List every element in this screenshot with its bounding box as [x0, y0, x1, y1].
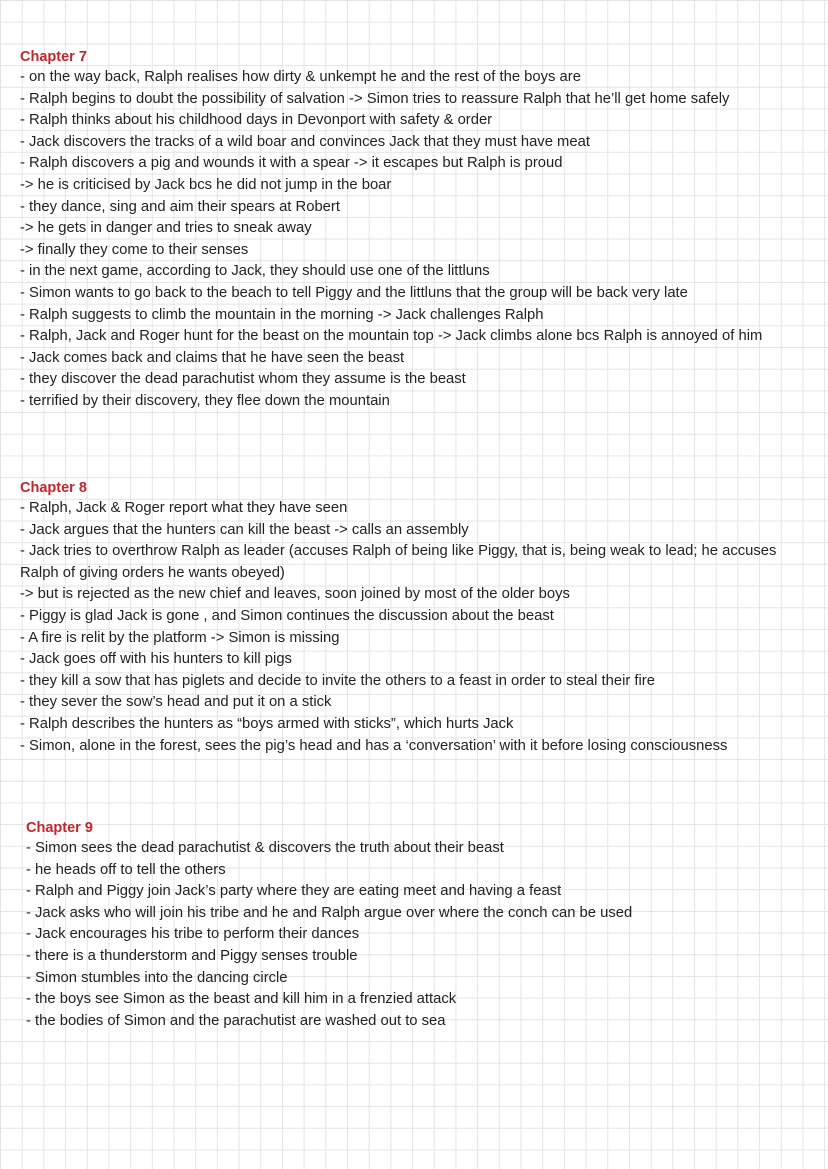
note-line: - Ralph suggests to climb the mountain in the morning -> Jack challenges Ralph — [20, 306, 544, 323]
note-line: - they sever the sow’s head and put it on a stick — [20, 694, 332, 711]
note-line: -> he is criticised by Jack bcs he did not jump in the boar — [20, 176, 392, 193]
note-line: - in the next game, according to Jack, they should use one of the littluns — [20, 263, 490, 280]
note-line: - Jack comes back and claims that he have seen the beast — [20, 349, 405, 366]
note-line: - Ralph thinks about his childhood days in Devonport with safety & order — [20, 112, 493, 129]
note-line: - the boys see Simon as the beast and kill him in a frenzied attack — [26, 991, 457, 1008]
chapter-8-heading: Chapter 8 — [20, 480, 87, 496]
chapter-7-heading: Chapter 7 — [20, 49, 87, 65]
note-line: - Ralph describes the hunters as “boys armed with sticks”, which hurts Jack — [20, 715, 514, 732]
note-line: - Ralph, Jack and Roger hunt for the beast on the mountain top -> Jack climbs alone bcs Ralph is annoyed of him — [20, 328, 763, 345]
note-line: - Piggy is glad Jack is gone , and Simon continues the discussion about the beast — [20, 607, 554, 624]
note-line: - they discover the dead parachutist whom they assume is the beast — [20, 371, 466, 388]
note-line: - Simon stumbles into the dancing circle — [26, 969, 288, 986]
note-line: - Simon wants to go back to the beach to tell Piggy and the littluns that the group will be back very late — [20, 284, 688, 301]
note-line: - Ralph discovers a pig and wounds it with a spear -> it escapes but Ralph is proud — [20, 155, 563, 172]
chapter-7-notes — [20, 67, 806, 413]
note-line: - Jack tries to overthrow Ralph as leader (accuses Ralph of being like Piggy, that is, being weak to lead; he accuses Ralph of giving orders he wants obeyed) — [20, 543, 777, 581]
note-line: - Ralph and Piggy join Jack’s party where they are eating meet and having a feast — [26, 883, 562, 900]
note-line: - Jack discovers the tracks of a wild boar and convinces Jack that they must have meat — [20, 133, 590, 150]
note-line: -> he gets in danger and tries to sneak away — [20, 220, 312, 237]
note-line: - the bodies of Simon and the parachutist are washed out to sea — [26, 1012, 446, 1029]
chapter-8-notes — [20, 498, 806, 757]
note-line: - Jack goes off with his hunters to kill pigs — [20, 651, 292, 668]
note-line: - he heads off to tell the others — [26, 861, 226, 878]
chapter-9-heading: Chapter 9 — [26, 820, 93, 836]
chapter-9-section — [26, 818, 806, 1032]
note-line: - Ralph begins to doubt the possibility of salvation -> Simon tries to reassure Ralph that he’ll get home safely — [20, 90, 730, 107]
note-line: - they kill a sow that has piglets and decide to invite the others to a feast in order to steal their fire — [20, 672, 655, 689]
note-line: - Ralph, Jack & Roger report what they have seen — [20, 500, 348, 516]
note-line: - Jack argues that the hunters can kill the beast -> calls an assembly — [20, 521, 469, 538]
chapter-9-notes — [26, 838, 806, 1032]
note-line: - Simon, alone in the forest, sees the pig’s head and has a ‘conversation’ with it before losing consciousness — [20, 737, 728, 754]
note-line: - terrified by their discovery, they flee down the mountain — [20, 392, 390, 409]
note-line: - they dance, sing and aim their spears at Robert — [20, 198, 340, 215]
note-line: - on the way back, Ralph realises how dirty & unkempt he and the rest of the boys are — [20, 69, 581, 85]
note-line: -> but is rejected as the new chief and leaves, soon joined by most of the older boys — [20, 586, 570, 603]
note-line: - A fire is relit by the platform -> Simon is missing — [20, 629, 340, 646]
chapter-7-section — [20, 47, 806, 413]
note-line: -> finally they come to their senses — [20, 241, 249, 258]
note-line: - there is a thunderstorm and Piggy senses trouble — [26, 947, 358, 964]
note-line: - Simon sees the dead parachutist & discovers the truth about their beast — [26, 840, 504, 856]
note-line: - Jack asks who will join his tribe and he and Ralph argue over where the conch can be used — [26, 904, 633, 921]
chapter-8-section — [20, 478, 806, 757]
note-line: - Jack encourages his tribe to perform their dances — [26, 926, 360, 943]
